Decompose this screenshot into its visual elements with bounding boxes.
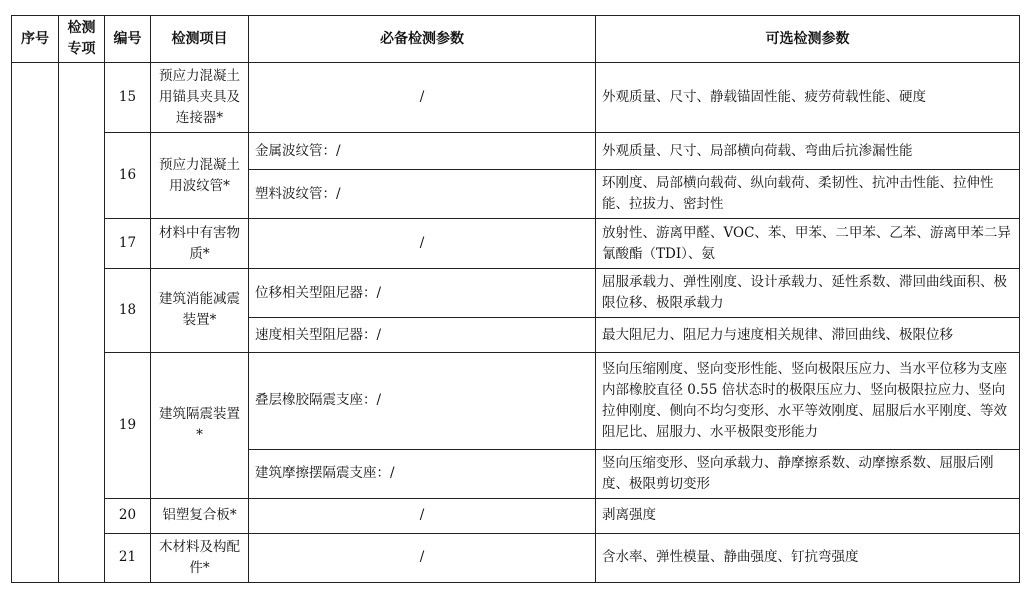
item-cell: 预应力混凝土用波纹管* bbox=[151, 133, 249, 219]
special-cell bbox=[59, 63, 105, 583]
num-cell: 19 bbox=[105, 352, 151, 498]
required-cell: 叠层橡胶隔震支座：/ bbox=[249, 352, 596, 449]
optional-cell: 竖向压缩刚度、竖向变形性能、竖向极限压应力、当水平位移为支座内部橡胶直径 0.55 倍状态时的极限压应力、竖向极限拉应力、竖向拉伸刚度、侧向不均匀变形、水平等效刚度、屈服后水平刚度、等效阻尼比、屈服力、水平极限变形能力 bbox=[596, 352, 1020, 449]
table-row bbox=[12, 498, 1020, 533]
parameter-table bbox=[11, 15, 1020, 583]
required-cell: / bbox=[249, 533, 596, 582]
item-cell: 预应力混凝土用锚具夹具及连接器* bbox=[151, 63, 249, 133]
table-row bbox=[12, 63, 1020, 133]
required-cell: 建筑摩擦摆隔震支座：/ bbox=[249, 449, 596, 498]
seq-cell bbox=[12, 63, 59, 583]
num-cell: 15 bbox=[105, 63, 151, 133]
optional-cell: 含水率、弹性模量、静曲强度、钉抗弯强度 bbox=[596, 533, 1020, 582]
item-cell: 材料中有害物质* bbox=[151, 219, 249, 269]
required-cell: 位移相关型阻尼器：/ bbox=[249, 269, 596, 318]
header-optional: 可选检测参数 bbox=[596, 16, 1020, 63]
required-cell: 塑料波纹管：/ bbox=[249, 170, 596, 219]
required-cell: / bbox=[249, 498, 596, 533]
item-cell: 建筑隔震装置* bbox=[151, 352, 249, 498]
num-cell: 17 bbox=[105, 219, 151, 269]
table-row bbox=[12, 269, 1020, 318]
num-cell: 21 bbox=[105, 533, 151, 582]
header-special: 检测专项 bbox=[59, 16, 105, 63]
num-cell: 16 bbox=[105, 133, 151, 219]
optional-cell: 放射性、游离甲醛、VOC、苯、甲苯、二甲苯、乙苯、游离甲苯二异氰酸酯（TDI）、氨 bbox=[596, 219, 1020, 269]
item-cell: 建筑消能减震装置* bbox=[151, 269, 249, 352]
header-required: 必备检测参数 bbox=[249, 16, 596, 63]
required-cell: / bbox=[249, 63, 596, 133]
item-cell: 木材料及构配件* bbox=[151, 533, 249, 582]
optional-cell: 环刚度、局部横向载荷、纵向载荷、柔韧性、抗冲击性能、拉伸性能、拉拔力、密封性 bbox=[596, 170, 1020, 219]
header-row bbox=[12, 16, 1020, 63]
num-cell: 20 bbox=[105, 498, 151, 533]
header-num: 编号 bbox=[105, 16, 151, 63]
optional-cell: 屈服承载力、弹性刚度、设计承载力、延性系数、滞回曲线面积、极限位移、极限承载力 bbox=[596, 269, 1020, 318]
optional-cell: 外观质量、尺寸、静载锚固性能、疲劳荷载性能、硬度 bbox=[596, 63, 1020, 133]
item-cell: 铝塑复合板* bbox=[151, 498, 249, 533]
required-cell: 金属波纹管：/ bbox=[249, 133, 596, 170]
table-row bbox=[12, 219, 1020, 269]
table-row bbox=[12, 352, 1020, 449]
optional-cell: 剥离强度 bbox=[596, 498, 1020, 533]
num-cell: 18 bbox=[105, 269, 151, 352]
optional-cell: 竖向压缩变形、竖向承载力、静摩擦系数、动摩擦系数、屈服后刚度、极限剪切变形 bbox=[596, 449, 1020, 498]
optional-cell: 外观质量、尺寸、局部横向荷载、弯曲后抗渗漏性能 bbox=[596, 133, 1020, 170]
optional-cell: 最大阻尼力、阻尼力与速度相关规律、滞回曲线、极限位移 bbox=[596, 318, 1020, 352]
required-cell: / bbox=[249, 219, 596, 269]
required-cell: 速度相关型阻尼器：/ bbox=[249, 318, 596, 352]
table-row bbox=[12, 133, 1020, 170]
header-item: 检测项目 bbox=[151, 16, 249, 63]
table-row bbox=[12, 533, 1020, 582]
header-seq: 序号 bbox=[12, 16, 59, 63]
